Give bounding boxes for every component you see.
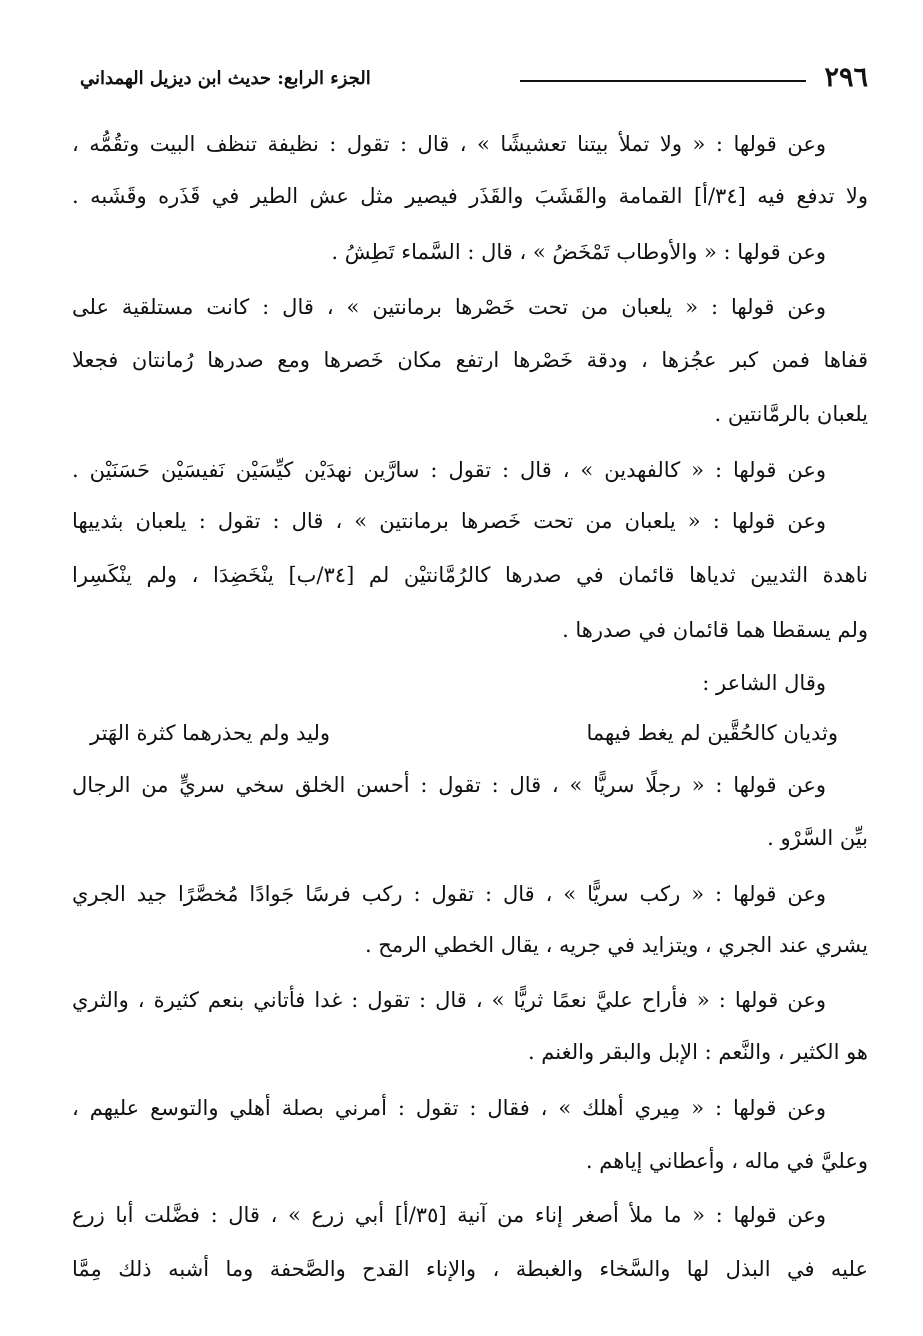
text-line: وعن قولها : « ما ملأ أصغر إناء من آنية [٣٥/أ] أبي زرع » ، قال : فضَّلت أبا زرع (72, 1203, 826, 1227)
text-line: هو الكثير ، والنَّعم : الإبل والبقر والغنم . (527, 1040, 868, 1064)
text-line: يشري عند الجري ، ويتزايد في جريه ، يقال الخطي الرمح . (364, 933, 868, 957)
text-line: وعن قولها : « مِيري أهلك » ، فقال : تقول : أمرني بصلة أهلي والتوسع عليهم ، (72, 1096, 826, 1120)
text-line: وقال الشاعر : (702, 671, 826, 695)
text-line: وعليَّ في ماله ، وأعطاني إياهم . (585, 1149, 868, 1173)
page-number: ٢٩٦ (824, 62, 868, 93)
text-line: قفاها فمن كبر عجُزها ، ودقة خَصْرها ارتفع مكان خَصرها ومع صدرها رُمانتان فجعلا (72, 348, 868, 372)
text-line: وعن قولها : « كالفهدين » ، قال : تقول : سارَّين نهدَيْن كيِّسَيْن نَفيسَيْن حَسَنَيْن . (72, 458, 826, 482)
text-line: وعن قولها : « يلعبان من تحت خَصْرها برمانتين » ، قال : كانت مستلقية على (72, 295, 826, 319)
text-line: وعن قولها : « فأراح عليَّ نعمًا ثريًّا » ، قال : تقول : غدا فأتاني بنعم كثيرة ، والثري (72, 988, 826, 1012)
text-line: ناهدة الثديين ثدياها قائمان في صدرها كالرُمَّانتيْن لم [٣٤/ب] ينْخَضِدَا ، ولم ينْكَسِرا (72, 563, 868, 587)
page-header (80, 60, 868, 100)
verse-first-hemistich: وثديان كالحُقَّين لم يغط فيهما (586, 721, 838, 745)
verse-second-hemistich: وليد ولم يحذرهما كثرة الهَتر (90, 721, 331, 745)
running-title: الجزء الرابع: حديث ابن ديزيل الهمداني (80, 68, 371, 89)
text-line: بيِّن السَّرْو . (767, 826, 868, 850)
text-line: وعن قولها : « ولا تملأ بيتنا تعشيشًا » ، قال : تقول : نظيفة تنظف البيت وتقُمُّه ، (72, 132, 826, 156)
text-line: وعن قولها : « والأوطاب تَمْخَضُ » ، قال : السَّماء تَطِشُ . (331, 240, 826, 264)
text-line: يلعبان بالرمَّانتين . (714, 402, 868, 426)
header-rule (520, 80, 806, 82)
text-line: وعن قولها : « ركب سريًّا » ، قال : تقول : ركب فرسًا جَوادًا مُخصَّرًا جيد الجري (72, 882, 826, 906)
text-line: عليه في البذل لها والسَّخاء والغبطة ، والإناء القدح والصَّحفة وما أشبه ذلك مِمَّا (72, 1257, 868, 1281)
text-line: ولا تدفع فيه [٣٤/أ] القمامة والقَشَبَ والقَذَر فيصير مثل عش الطير في قَذَره وقَشَبه . (72, 184, 868, 208)
verse-line (90, 713, 853, 753)
text-line: وعن قولها : « يلعبان من تحت خَصرها برمانتين » ، قال : تقول : يلعبان بثدييها (72, 509, 826, 533)
text-line: وعن قولها : « رجلًا سريًّا » ، قال : تقول : أحسن الخلق سخي سريٍّ من الرجال (72, 773, 826, 797)
text-line: ولم يسقطا هما قائمان في صدرها . (562, 618, 868, 642)
